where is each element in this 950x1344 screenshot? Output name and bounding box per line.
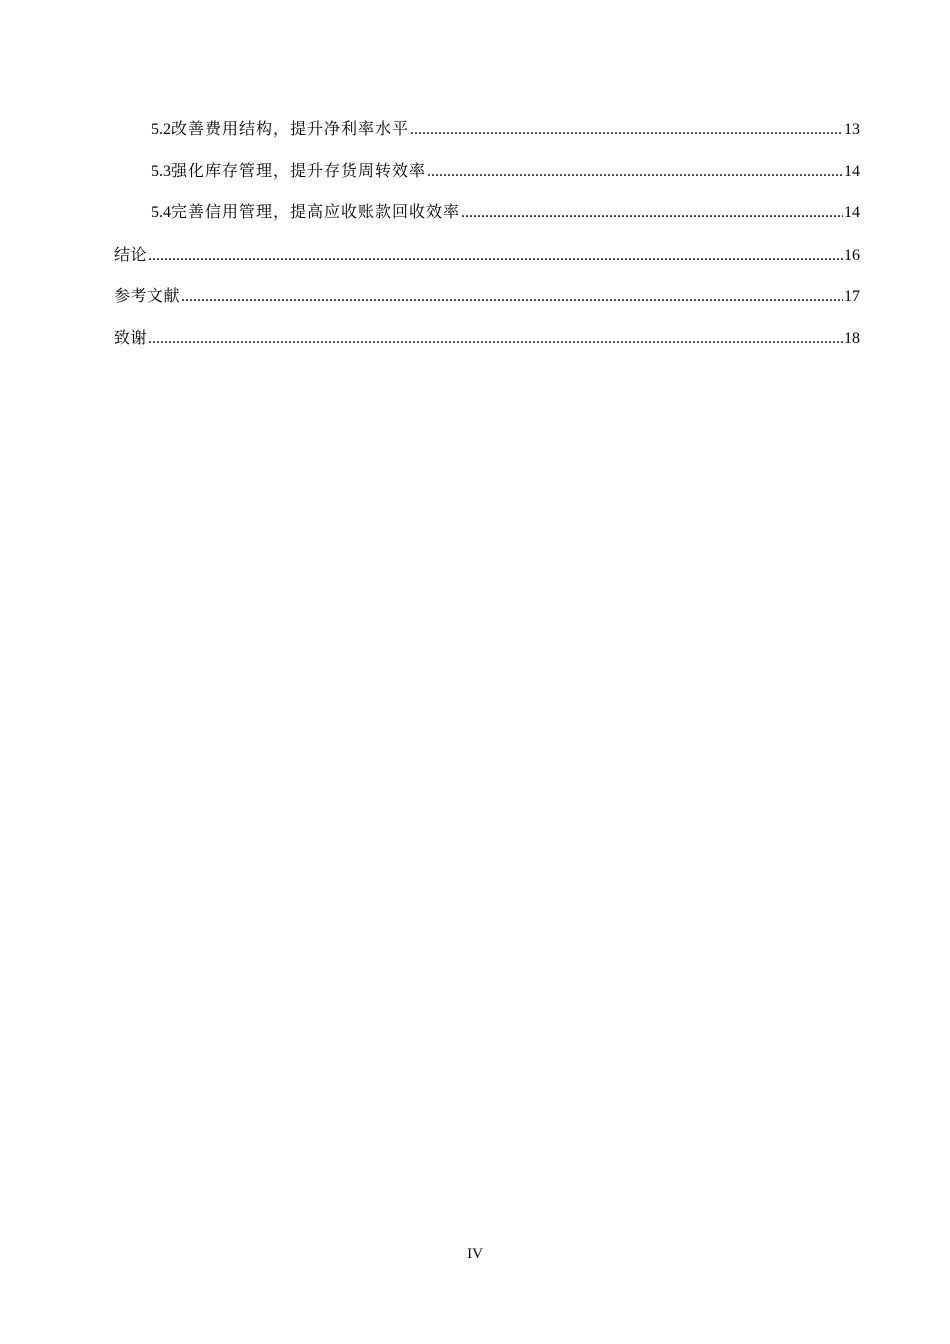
toc-entry-5-4[interactable]: [114, 199, 860, 241]
toc-dot-leader: [148, 242, 843, 270]
toc-dot-leader: [461, 199, 843, 227]
toc-entry-5-2[interactable]: [114, 116, 860, 158]
toc-entry-page: 16: [844, 246, 860, 264]
toc-entry-acknowledgements[interactable]: [114, 324, 860, 366]
toc-entry-number: 5.3: [151, 162, 171, 180]
toc-dot-leader: [148, 325, 843, 353]
toc-entry-5-3[interactable]: [114, 158, 860, 200]
toc-entry-title: 致谢: [114, 327, 148, 347]
toc-entry-references[interactable]: [114, 282, 860, 324]
table-of-contents: [114, 116, 860, 365]
page-number: IV: [467, 1246, 483, 1262]
toc-entry-page: 18: [844, 329, 860, 347]
toc-entry-page: 14: [844, 204, 860, 221]
toc-dot-leader: [410, 116, 843, 144]
toc-entry-title: 参考文献: [114, 286, 181, 305]
toc-entry-number: 5.4: [151, 204, 171, 221]
toc-entry-title: 结论: [114, 244, 148, 264]
toc-entry-page: 17: [844, 288, 860, 305]
toc-entry-title: 强化库存管理，提升存货周转效率: [171, 162, 427, 180]
toc-dot-leader: [181, 283, 843, 311]
toc-dot-leader: [427, 158, 843, 186]
toc-entry-page: 13: [844, 121, 860, 138]
toc-entry-conclusion[interactable]: [114, 241, 860, 283]
toc-entry-number: 5.2: [151, 121, 171, 138]
toc-entry-title: 完善信用管理，提高应收账款回收效率: [171, 204, 461, 221]
toc-entry-page: 14: [844, 162, 860, 180]
toc-entry-title: 改善费用结构，提升净利率水平: [171, 121, 410, 138]
